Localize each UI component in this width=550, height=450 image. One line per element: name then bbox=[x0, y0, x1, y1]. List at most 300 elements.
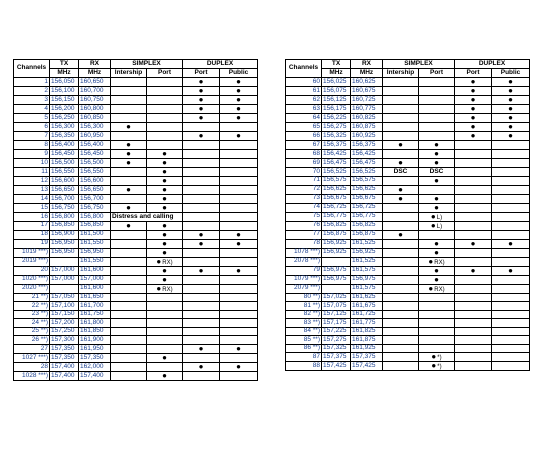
rx-frequency: 156,875 bbox=[351, 230, 383, 239]
tx-frequency: 156,625 bbox=[322, 185, 351, 194]
duplex-port-mark bbox=[455, 230, 492, 239]
table-row bbox=[14, 230, 258, 239]
simplex-port-mark: DSC bbox=[429, 167, 444, 175]
intership-mark bbox=[111, 327, 147, 336]
rx-frequency: 161,525 bbox=[351, 239, 383, 248]
table-row bbox=[286, 203, 530, 212]
rx-frequency: 160,825 bbox=[351, 114, 383, 123]
table-row bbox=[14, 362, 258, 371]
simplex-port-cell bbox=[419, 310, 455, 319]
public-mark: ● bbox=[492, 114, 530, 123]
table-row bbox=[14, 248, 258, 257]
public-mark bbox=[492, 310, 530, 319]
channel-number: 82 **) bbox=[286, 310, 322, 319]
simplex-port-cell bbox=[419, 284, 455, 293]
intership-mark bbox=[111, 257, 147, 266]
header-channels: Channels bbox=[14, 60, 50, 78]
intership-mark: ● bbox=[383, 194, 419, 203]
table-row bbox=[286, 230, 530, 239]
rx-frequency: 156,700 bbox=[79, 195, 111, 204]
table-row bbox=[14, 123, 258, 132]
port-footnote: L) bbox=[436, 223, 443, 230]
channel-rows-left bbox=[14, 78, 258, 381]
header-duplex: DUPLEX bbox=[455, 60, 530, 69]
simplex-port-mark: ● bbox=[162, 158, 167, 167]
tx-frequency: 156,925 bbox=[322, 239, 351, 248]
tx-frequency: 156,875 bbox=[322, 230, 351, 239]
table-row bbox=[286, 150, 530, 159]
channel-number: 1078 ***) bbox=[286, 248, 322, 257]
intership-mark bbox=[383, 78, 419, 87]
public-mark bbox=[492, 293, 530, 302]
duplex-port-mark bbox=[455, 168, 492, 177]
channel-number: 15 bbox=[14, 204, 50, 213]
table-row bbox=[14, 353, 258, 362]
duplex-port-mark bbox=[455, 362, 492, 371]
simplex-port-cell bbox=[419, 327, 455, 336]
port-footnote: RX) bbox=[434, 286, 445, 293]
simplex-port-cell bbox=[419, 336, 455, 345]
public-mark bbox=[220, 195, 258, 204]
rx-frequency: 160,675 bbox=[351, 87, 383, 96]
public-mark: ● bbox=[492, 266, 530, 275]
table-row bbox=[286, 168, 530, 177]
tx-frequency bbox=[322, 257, 351, 266]
simplex-port-mark: ● bbox=[162, 274, 167, 284]
channel-number: 2019 ***) bbox=[14, 257, 50, 266]
duplex-port-mark: ● bbox=[455, 123, 492, 132]
duplex-port-mark bbox=[183, 353, 220, 362]
tx-frequency: 157,100 bbox=[50, 302, 79, 311]
duplex-port-mark: ● bbox=[183, 230, 220, 239]
duplex-port-mark bbox=[455, 150, 492, 159]
simplex-port-mark: ● bbox=[434, 158, 439, 167]
rx-frequency: 156,500 bbox=[79, 159, 111, 168]
simplex-port-mark: ● bbox=[162, 229, 167, 239]
rx-frequency: 156,550 bbox=[79, 168, 111, 177]
simplex-port-cell bbox=[147, 327, 183, 336]
intership-mark bbox=[111, 362, 147, 371]
public-mark bbox=[220, 168, 258, 177]
tx-frequency: 157,425 bbox=[322, 362, 351, 371]
tx-frequency: 156,725 bbox=[322, 203, 351, 212]
rx-frequency: 161,900 bbox=[79, 336, 111, 345]
duplex-port-mark bbox=[183, 141, 220, 150]
intership-mark bbox=[383, 87, 419, 96]
public-mark bbox=[492, 203, 530, 212]
public-mark bbox=[220, 159, 258, 168]
rx-frequency: 157,400 bbox=[79, 371, 111, 380]
duplex-port-mark bbox=[183, 186, 220, 195]
rx-frequency: 161,600 bbox=[79, 266, 111, 275]
channel-number: 7 bbox=[14, 132, 50, 141]
public-mark bbox=[492, 319, 530, 328]
simplex-port-cell bbox=[147, 275, 183, 284]
rx-frequency: 161,825 bbox=[351, 327, 383, 336]
intership-mark bbox=[383, 176, 419, 185]
intership-mark: ● bbox=[111, 150, 147, 159]
duplex-port-mark: ● bbox=[183, 132, 220, 141]
table-row bbox=[286, 114, 530, 123]
duplex-port-mark bbox=[455, 212, 492, 221]
intership-mark bbox=[111, 319, 147, 328]
rx-frequency: 161,700 bbox=[79, 302, 111, 311]
table-row bbox=[286, 293, 530, 302]
tx-frequency: 157,325 bbox=[322, 344, 351, 353]
channel-number: 5 bbox=[14, 114, 50, 123]
rx-frequency: 161,750 bbox=[79, 310, 111, 319]
table-row bbox=[14, 96, 258, 105]
rx-frequency: 160,925 bbox=[351, 132, 383, 141]
table-row bbox=[14, 371, 258, 380]
simplex-port-cell bbox=[419, 176, 455, 185]
simplex-port-cell bbox=[419, 221, 455, 230]
tx-frequency: 156,650 bbox=[50, 186, 79, 195]
tx-frequency: 156,125 bbox=[322, 96, 351, 105]
simplex-port-cell bbox=[419, 212, 455, 221]
simplex-port-mark: ● bbox=[434, 140, 439, 149]
channel-number: 67 bbox=[286, 141, 322, 150]
duplex-port-mark bbox=[183, 159, 220, 168]
channel-number: 1019 ***) bbox=[14, 248, 50, 257]
public-mark bbox=[220, 141, 258, 150]
table-row bbox=[286, 105, 530, 114]
intership-mark bbox=[383, 336, 419, 345]
table-row bbox=[286, 87, 530, 96]
channel-number: 62 bbox=[286, 96, 322, 105]
simplex-port-mark: ● bbox=[434, 247, 439, 257]
channel-number: 24 **) bbox=[14, 319, 50, 328]
duplex-port-mark bbox=[183, 248, 220, 257]
table-row bbox=[286, 141, 530, 150]
public-mark bbox=[492, 159, 530, 168]
public-mark bbox=[220, 275, 258, 284]
public-mark bbox=[220, 284, 258, 293]
duplex-port-mark bbox=[455, 257, 492, 266]
rx-frequency: 161,525 bbox=[351, 257, 383, 266]
simplex-port-mark: ● bbox=[162, 220, 167, 230]
duplex-port-mark bbox=[455, 221, 492, 230]
simplex-port-cell bbox=[419, 105, 455, 114]
public-mark: ● bbox=[492, 239, 530, 248]
simplex-port-cell bbox=[147, 132, 183, 141]
tx-frequency: 156,025 bbox=[322, 78, 351, 87]
port-footnote: L) bbox=[436, 214, 443, 221]
rx-frequency: 156,300 bbox=[79, 123, 111, 132]
rx-frequency: 156,575 bbox=[351, 176, 383, 185]
simplex-port-cell bbox=[147, 310, 183, 319]
tx-frequency: 156,300 bbox=[50, 123, 79, 132]
table-row bbox=[286, 310, 530, 319]
channel-number: 12 bbox=[14, 177, 50, 186]
channel-number: 14 bbox=[14, 195, 50, 204]
port-footnote: RX) bbox=[162, 259, 173, 266]
public-mark bbox=[492, 168, 530, 177]
public-mark: ● bbox=[220, 96, 258, 105]
intership-mark bbox=[383, 123, 419, 132]
channel-number: 1079 ***) bbox=[286, 275, 322, 284]
channel-number: 81 **) bbox=[286, 302, 322, 311]
tx-frequency: 156,900 bbox=[50, 230, 79, 239]
public-mark: ● bbox=[220, 344, 258, 353]
duplex-port-mark: ● bbox=[183, 78, 220, 87]
simplex-port-mark: ● bbox=[431, 352, 437, 362]
duplex-port-mark bbox=[183, 302, 220, 311]
tx-frequency: 156,400 bbox=[50, 141, 79, 150]
simplex-port-cell bbox=[419, 362, 455, 371]
tx-frequency: 156,425 bbox=[322, 150, 351, 159]
channel-number: 1028 ***) bbox=[14, 371, 50, 380]
rx-frequency: 161,725 bbox=[351, 310, 383, 319]
simplex-port-cell bbox=[419, 96, 455, 105]
intership-mark: ● bbox=[111, 204, 147, 213]
intership-mark bbox=[111, 266, 147, 275]
simplex-port-mark: ● bbox=[430, 220, 436, 230]
channel-number: 72 bbox=[286, 185, 322, 194]
table-row bbox=[286, 327, 530, 336]
tx-frequency: 156,775 bbox=[322, 212, 351, 221]
rx-frequency: 160,625 bbox=[351, 78, 383, 87]
duplex-port-mark bbox=[183, 213, 220, 222]
simplex-port-mark: ● bbox=[428, 283, 434, 293]
table-row bbox=[286, 336, 530, 345]
tx-frequency: 156,200 bbox=[50, 105, 79, 114]
intership-mark bbox=[111, 87, 147, 96]
rx-frequency: 156,375 bbox=[351, 141, 383, 150]
intership-mark bbox=[111, 371, 147, 380]
duplex-port-mark bbox=[455, 185, 492, 194]
table-row bbox=[286, 302, 530, 311]
public-mark: ● bbox=[492, 105, 530, 114]
channel-table-left bbox=[13, 59, 258, 381]
public-mark bbox=[220, 150, 258, 159]
header-rx-mhz: MHz bbox=[351, 69, 383, 78]
channel-number: 70 bbox=[286, 168, 322, 177]
tx-frequency: 156,600 bbox=[50, 177, 79, 186]
intership-mark bbox=[383, 248, 419, 257]
duplex-port-mark: ● bbox=[183, 239, 220, 248]
public-mark: ● bbox=[220, 78, 258, 87]
intership-mark bbox=[111, 344, 147, 353]
header-rx-mhz: MHz bbox=[79, 69, 111, 78]
rx-frequency: 156,800 bbox=[79, 213, 111, 222]
public-mark bbox=[492, 221, 530, 230]
duplex-port-mark: ● bbox=[183, 96, 220, 105]
table-row bbox=[286, 194, 530, 203]
duplex-port-mark bbox=[455, 141, 492, 150]
table-row bbox=[14, 78, 258, 87]
tx-frequency: 156,675 bbox=[322, 194, 351, 203]
simplex-port-cell bbox=[147, 284, 183, 293]
port-footnote: RX) bbox=[162, 286, 173, 293]
tx-frequency: 156,925 bbox=[322, 248, 351, 257]
duplex-port-mark: ● bbox=[455, 114, 492, 123]
public-mark: ● bbox=[220, 105, 258, 114]
channel-number: 88 bbox=[286, 362, 322, 371]
intership-mark: ● bbox=[383, 185, 419, 194]
header-rx: RX bbox=[351, 60, 383, 69]
rx-frequency: 156,600 bbox=[79, 177, 111, 186]
simplex-port-cell bbox=[419, 114, 455, 123]
rx-frequency: 160,700 bbox=[79, 87, 111, 96]
intership-mark bbox=[111, 293, 147, 302]
duplex-port-mark bbox=[455, 293, 492, 302]
simplex-port-mark: ● bbox=[162, 194, 167, 203]
rx-frequency: 156,775 bbox=[351, 212, 383, 221]
rx-frequency: 156,625 bbox=[351, 185, 383, 194]
duplex-port-mark bbox=[183, 195, 220, 204]
duplex-port-mark: ● bbox=[455, 78, 492, 87]
header-intership: Intership bbox=[111, 69, 147, 78]
intership-mark bbox=[383, 275, 419, 284]
duplex-port-mark bbox=[183, 221, 220, 230]
duplex-port-mark bbox=[183, 177, 220, 186]
tx-frequency: 157,175 bbox=[322, 319, 351, 328]
intership-mark bbox=[111, 353, 147, 362]
intership-mark bbox=[111, 284, 147, 293]
header-simplex-port: Port bbox=[419, 69, 455, 78]
duplex-port-mark: ● bbox=[455, 87, 492, 96]
header-tx-mhz: MHz bbox=[50, 69, 79, 78]
rx-frequency: 156,525 bbox=[351, 168, 383, 177]
public-mark: ● bbox=[220, 114, 258, 123]
intership-mark: ● bbox=[111, 159, 147, 168]
duplex-port-mark: ● bbox=[183, 87, 220, 96]
duplex-port-mark: ● bbox=[455, 239, 492, 248]
duplex-port-mark bbox=[183, 284, 220, 293]
intership-mark bbox=[383, 257, 419, 266]
table-row bbox=[14, 293, 258, 302]
table-row bbox=[14, 186, 258, 195]
tx-frequency: 156,825 bbox=[322, 221, 351, 230]
channel-number: 23 **) bbox=[14, 310, 50, 319]
table-row bbox=[14, 266, 258, 275]
channel-number: 85 **) bbox=[286, 336, 322, 345]
duplex-port-mark bbox=[183, 319, 220, 328]
duplex-port-mark: ● bbox=[183, 362, 220, 371]
table-row bbox=[14, 87, 258, 96]
simplex-port-cell bbox=[419, 344, 455, 353]
public-mark bbox=[220, 319, 258, 328]
tx-frequency bbox=[322, 284, 351, 293]
table-row bbox=[14, 141, 258, 150]
public-mark: ● bbox=[220, 239, 258, 248]
channel-number: 86 **) bbox=[286, 344, 322, 353]
simplex-port-cell bbox=[147, 114, 183, 123]
public-mark bbox=[220, 310, 258, 319]
public-mark bbox=[492, 284, 530, 293]
channel-number: 63 bbox=[286, 105, 322, 114]
rx-frequency: 162,000 bbox=[79, 362, 111, 371]
rx-frequency: 161,875 bbox=[351, 336, 383, 345]
channel-number: 4 bbox=[14, 105, 50, 114]
rx-frequency: 161,850 bbox=[79, 327, 111, 336]
duplex-port-mark: ● bbox=[455, 132, 492, 141]
table-row bbox=[14, 221, 258, 230]
intership-mark bbox=[383, 362, 419, 371]
tx-frequency: 156,150 bbox=[50, 96, 79, 105]
duplex-port-mark bbox=[455, 302, 492, 311]
duplex-port-mark: ● bbox=[455, 266, 492, 275]
header-duplex: DUPLEX bbox=[183, 60, 258, 69]
channel-number: 60 bbox=[286, 78, 322, 87]
simplex-port-cell bbox=[419, 319, 455, 328]
simplex-port-cell bbox=[419, 275, 455, 284]
simplex-port-cell bbox=[147, 105, 183, 114]
rx-frequency: 156,450 bbox=[79, 150, 111, 159]
table-row bbox=[14, 327, 258, 336]
table-row bbox=[14, 319, 258, 328]
tx-frequency: 156,325 bbox=[322, 132, 351, 141]
table-row bbox=[286, 212, 530, 221]
header-simplex-port: Port bbox=[147, 69, 183, 78]
simplex-port-mark: ● bbox=[162, 238, 167, 248]
simplex-port-cell bbox=[147, 302, 183, 311]
table-row bbox=[286, 248, 530, 257]
table-row bbox=[286, 159, 530, 168]
intership-mark bbox=[111, 78, 147, 87]
duplex-port-mark bbox=[455, 327, 492, 336]
public-mark bbox=[492, 150, 530, 159]
channel-number: 11 bbox=[14, 168, 50, 177]
rx-frequency: 157,000 bbox=[79, 275, 111, 284]
tx-frequency: 156,075 bbox=[322, 87, 351, 96]
public-mark bbox=[492, 194, 530, 203]
rx-frequency: 156,750 bbox=[79, 204, 111, 213]
channel-number: 79 bbox=[286, 266, 322, 275]
channel-number: 17 bbox=[14, 221, 50, 230]
table-row bbox=[286, 319, 530, 328]
rx-frequency: 161,650 bbox=[79, 293, 111, 302]
header-public: Public bbox=[492, 69, 530, 78]
channel-rows-right bbox=[286, 78, 530, 371]
intership-mark: ● bbox=[383, 230, 419, 239]
intership-mark: ● bbox=[111, 186, 147, 195]
public-mark bbox=[492, 176, 530, 185]
intership-mark: ● bbox=[111, 221, 147, 230]
duplex-port-mark bbox=[183, 293, 220, 302]
public-mark bbox=[492, 141, 530, 150]
rx-frequency: 160,950 bbox=[79, 132, 111, 141]
rx-frequency: 161,600 bbox=[79, 284, 111, 293]
public-mark bbox=[492, 248, 530, 257]
table-row bbox=[14, 275, 258, 284]
intership-mark: ● bbox=[383, 141, 419, 150]
duplex-port-mark: ● bbox=[183, 266, 220, 275]
channel-number: 18 bbox=[14, 230, 50, 239]
table-row bbox=[286, 344, 530, 353]
rx-frequency: 161,775 bbox=[351, 319, 383, 328]
simplex-port-cell bbox=[147, 96, 183, 105]
simplex-port-cell bbox=[147, 371, 183, 380]
channel-number: 71 bbox=[286, 176, 322, 185]
rx-frequency: 161,625 bbox=[351, 293, 383, 302]
table-row bbox=[286, 362, 530, 371]
simplex-port-mark: ● bbox=[162, 176, 167, 185]
simplex-port-mark: ● bbox=[434, 238, 439, 248]
simplex-port-mark: ● bbox=[434, 149, 439, 158]
channel-number: 28 bbox=[14, 362, 50, 371]
header-tx-mhz: MHz bbox=[322, 69, 351, 78]
channel-number: 10 bbox=[14, 159, 50, 168]
simplex-port-mark: ● bbox=[156, 283, 162, 293]
port-footnote: RX) bbox=[434, 259, 445, 266]
duplex-port-mark: ● bbox=[183, 105, 220, 114]
channel-number: 22 **) bbox=[14, 302, 50, 311]
channel-number: 65 bbox=[286, 123, 322, 132]
table-row bbox=[14, 204, 258, 213]
rx-frequency: 157,350 bbox=[79, 353, 111, 362]
